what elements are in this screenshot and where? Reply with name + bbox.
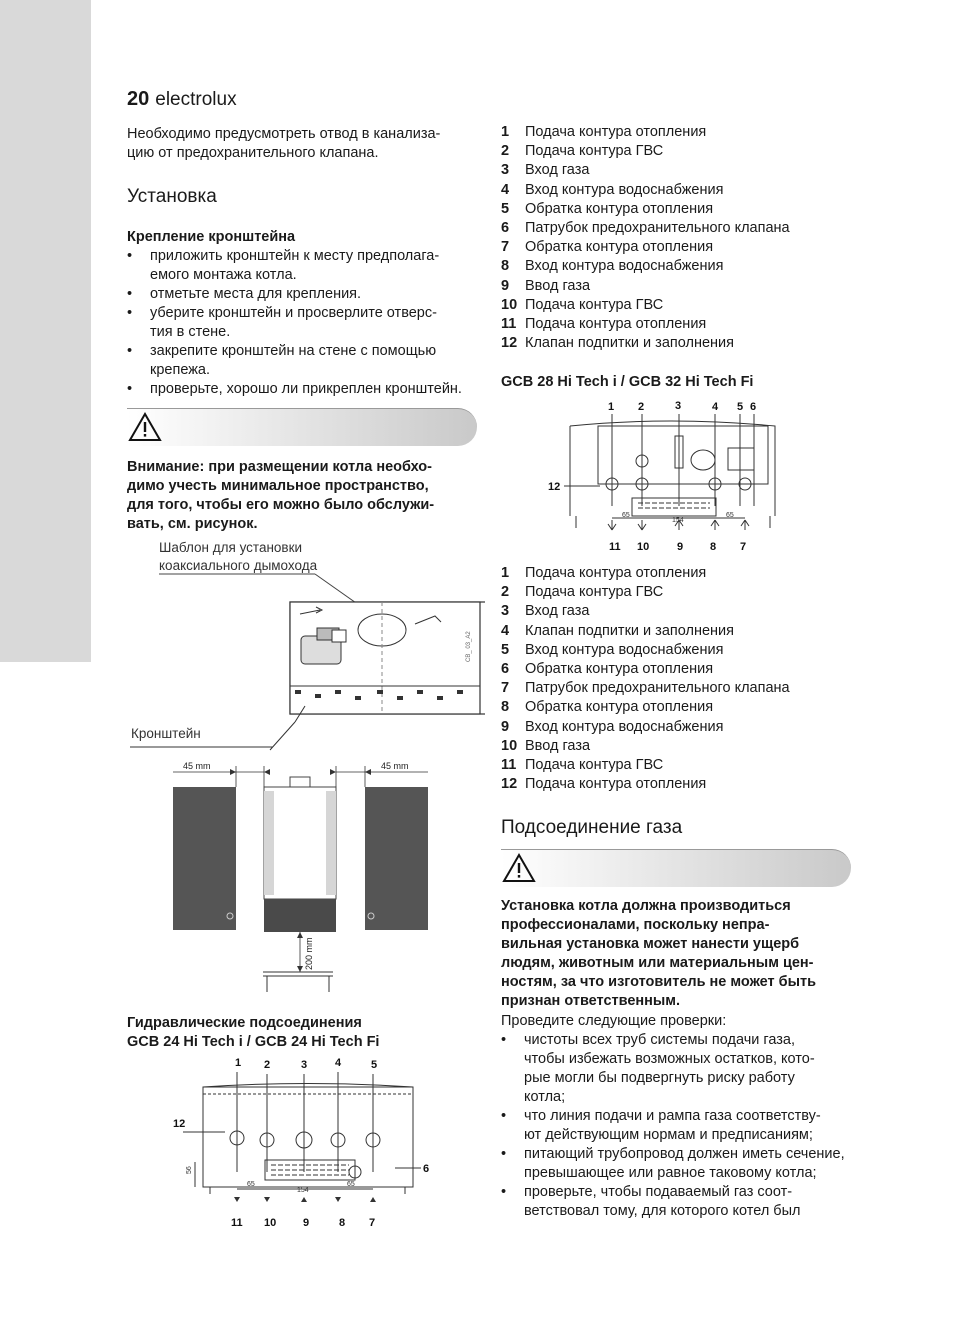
- list-item: • проверьте, чтобы подаваемый газ соот- ветствовал тому, для которого котел был: [501, 1183, 861, 1221]
- list-item: • чистоты всех труб системы подачи газа, чтобы избежать возможных остатков, кото- рые могли бы подвергнуть риску работу котла;: [501, 1031, 861, 1107]
- connections-list-b: [501, 564, 790, 794]
- diagram28-top-3: 3: [675, 400, 682, 412]
- checks-list: [501, 1031, 861, 1221]
- list-item: 10 Подача контура ГВС: [501, 296, 664, 313]
- hydraulic-heading: Гидравлические подсоединения GCB 24 Hi Tech i / GCB 24 Hi Tech Fi: [127, 1015, 380, 1050]
- list-item: • что линия подачи и рампа газа соответству- ют действующим нормам и предписаниям;: [501, 1107, 861, 1145]
- list-item: 7 Патрубок предохранительного клапана: [501, 680, 790, 697]
- bracket-steps: [127, 247, 482, 399]
- list-item: • проверьте, хорошо ли прикреплен кронштейн.: [127, 380, 482, 399]
- list-item: 1 Подача контура отопления: [501, 124, 707, 140]
- bracket-heading: Крепление кронштейна: [127, 229, 296, 245]
- list-item: 11 Подача контура ГВС: [501, 757, 664, 774]
- diagram24-top-3: 3: [301, 1059, 308, 1071]
- list-item: 5 Вход контура водоснабжения: [501, 641, 724, 658]
- list-item: • уберите кронштейн и просверлите отверс- тия в стене.: [127, 304, 482, 342]
- list-item: 9 Вход контура водоснабжения: [501, 718, 724, 735]
- page-header: [127, 88, 237, 111]
- diagram24-top-5: 5: [371, 1059, 378, 1071]
- diagram24-top-1: 1: [235, 1057, 242, 1069]
- brand-name: electrolux: [155, 89, 237, 110]
- diagram24-dim-1: 65: [247, 1181, 255, 1188]
- list-item: • закрепите кронштейн на стене с помощью крепежа.: [127, 342, 482, 380]
- list-item: 1 Подача контура отопления: [501, 565, 707, 581]
- gas-warning-text: Установка котла должна производиться профессионалами, поскольку непра- вильная установка может нанести ущерб людям, животным или материальным цен- ностям, за что изготовитель не может быть признан ответственным.: [501, 898, 817, 1009]
- diagram28-top-6: 6: [750, 401, 757, 413]
- list-item: 8 Обратка контура отопления: [501, 699, 714, 716]
- bracket-leader-line: [125, 735, 285, 750]
- clearance-bottom-label: 200 mm: [304, 937, 314, 970]
- list-item: 6 Патрубок предохранительного клапана: [501, 220, 790, 237]
- diagram24-dim-4: 56: [186, 1166, 193, 1174]
- diagram24-bottom-7: 7: [369, 1217, 376, 1229]
- diagram28-bottom-10: 10: [637, 541, 650, 553]
- diagram28-top-5: 5: [737, 401, 744, 413]
- diagram24-side-12: 12: [173, 1118, 186, 1130]
- diagram24-bottom-8: 8: [339, 1217, 346, 1229]
- list-item: 11 Подача контура отопления: [501, 316, 707, 333]
- diagram24-dim-3: 65: [347, 1181, 355, 1188]
- list-item: 12 Подача контура отопления: [501, 776, 707, 793]
- list-item: 10 Ввод газа: [501, 737, 591, 754]
- list-item: 4 Клапан подпитки и заполнения: [501, 622, 734, 639]
- diagram28-dim-3: 65: [726, 512, 734, 519]
- diagram24-bottom-11: 11: [231, 1217, 243, 1229]
- list-item: 2 Подача контура ГВС: [501, 584, 664, 601]
- diagram28-bottom-9: 9: [677, 541, 684, 553]
- list-item: 5 Обратка контура отопления: [501, 200, 714, 217]
- list-item: 2 Подача контура ГВС: [501, 143, 664, 160]
- list-item: 12 Клапан подпитки и заполнения: [501, 335, 734, 352]
- gcb28-connection-diagram: [540, 396, 800, 556]
- diagram24-side-6: 6: [423, 1163, 430, 1175]
- warning-icon: [501, 852, 537, 884]
- attention-text: Внимание: при размещении котла необхо- димо учесть минимальное пространство, для того, чтобы его можно было обслужи- вать, см. рисунок.: [127, 459, 435, 532]
- list-item: • отметьте места для крепления.: [127, 285, 482, 304]
- diagram28-top-1: 1: [608, 401, 615, 413]
- warning-bar: [127, 408, 477, 446]
- gas-warning-bar: [501, 849, 851, 887]
- list-item: • питающий трубопровод должен иметь сечение, превышающее или равное таковому котла;: [501, 1145, 861, 1183]
- diagram28-dim-2: 154: [672, 517, 684, 524]
- diagram28-top-2: 2: [638, 401, 645, 413]
- diagram24-top-4: 4: [335, 1057, 342, 1069]
- svg-text:CB_ 03_A2: CB_ 03_A2: [466, 631, 472, 662]
- diagram24-top-2: 2: [264, 1059, 271, 1071]
- list-item: • приложить кронштейн к месту предполага- емого монтажа котла.: [127, 247, 482, 285]
- diagram24-bottom-10: 10: [264, 1217, 277, 1229]
- clearance-left-label: 45 mm: [183, 761, 211, 771]
- diagram28-bottom-11: 11: [609, 541, 621, 553]
- gcb24-connection-diagram: [165, 1052, 445, 1237]
- warning-icon: [127, 411, 163, 443]
- checks-intro: Проведите следующие проверки:: [501, 1013, 727, 1029]
- install-heading: Установка: [127, 186, 217, 207]
- model28-heading: GCB 28 Hi Tech i / GCB 32 Hi Tech Fi: [501, 374, 754, 390]
- clearance-right-label: 45 mm: [381, 761, 409, 771]
- list-item: 4 Вход контура водоснабжения: [501, 181, 724, 198]
- template-label: Шаблон для установки коаксиального дымохода: [159, 540, 318, 573]
- connections-list-a: [501, 123, 790, 353]
- drain-paragraph: Необходимо предусмотреть отвод в канализа- цию от предохранительного клапана.: [127, 126, 441, 161]
- list-item: 6 Обратка контура отопления: [501, 661, 714, 678]
- page-number: 20: [127, 88, 150, 110]
- diagram28-bottom-7: 7: [740, 541, 747, 553]
- gas-heading: Подсоединение газа: [501, 817, 683, 838]
- diagram28-side-12: 12: [548, 481, 561, 493]
- diagram28-bottom-8: 8: [710, 541, 717, 553]
- list-item: 3 Вход газа: [501, 603, 590, 620]
- bracket-label: Кронштейн: [131, 726, 201, 741]
- diagram24-dim-2: 154: [297, 1187, 309, 1194]
- page-margin-band: [0, 0, 91, 662]
- list-item: 9 Ввод газа: [501, 277, 591, 294]
- list-item: 7 Обратка контура отопления: [501, 239, 714, 256]
- list-item: 3 Вход газа: [501, 162, 590, 179]
- bracket-template-figure: [125, 572, 485, 752]
- diagram24-bottom-9: 9: [303, 1217, 310, 1229]
- diagram28-dim-1: 65: [622, 512, 630, 519]
- clearance-figure: [165, 760, 455, 1000]
- list-item: 8 Вход контура водоснабжения: [501, 258, 724, 275]
- diagram28-top-4: 4: [712, 401, 719, 413]
